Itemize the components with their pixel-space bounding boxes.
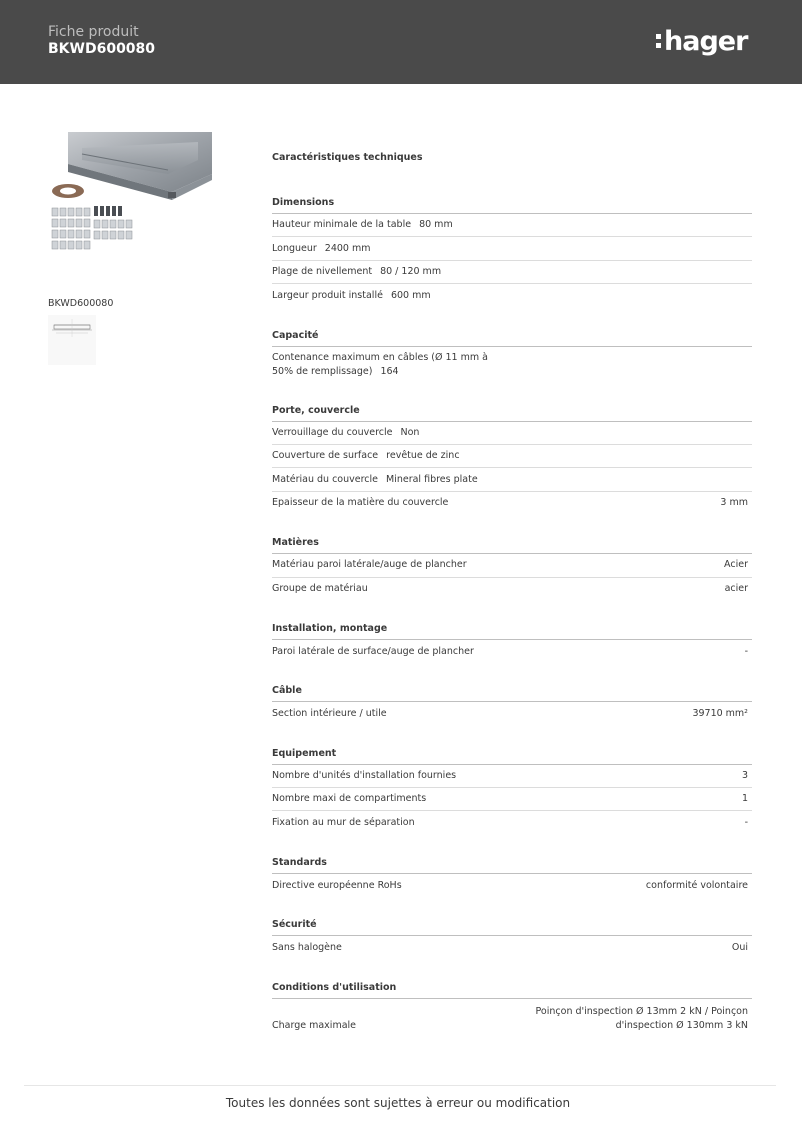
spec-value: Mineral fibres plate [386,473,478,485]
footer-disclaimer: Toutes les données sont sujettes à erreur ou modification [225,1096,571,1110]
logo-wordmark: hager [664,25,748,57]
spec-row [272,936,752,959]
spec-label: Largeur produit installé [272,289,383,301]
hager-logo [656,24,747,58]
spec-row [272,468,752,491]
spec-label: Charge maximale [272,1019,357,1031]
spec-group-cable [272,677,752,725]
group-title: Equipement [272,740,752,765]
technical-specifications [272,152,752,1037]
spec-label: Nombre maxi de compartiments [272,793,427,805]
spec-label: Matériau paroi latérale/auge de plancher [272,559,467,571]
spec-group-conditions [272,974,752,1037]
group-title: Porte, couvercle [272,397,752,422]
spec-value: Oui [731,941,748,953]
spec-value: 600 mm [390,289,431,301]
spec-value: acier [724,583,748,595]
spec-group-safety [272,911,752,959]
spec-value: 1 [741,793,748,805]
spec-group-door-cover [272,397,752,516]
group-title: Installation, montage [272,615,752,640]
spec-label: Couverture de surface [272,450,379,462]
spec-value: Non [400,426,420,438]
document-type: Fiche produit [48,24,139,40]
group-title: Câble [272,677,752,702]
spec-value: Acier [724,559,748,571]
spec-value: 164 [380,365,399,377]
spec-row [272,640,752,663]
footer-divider [24,1085,776,1086]
spec-label: Longueur [272,242,317,254]
spec-label: Fixation au mur de séparation [272,817,415,829]
spec-label: Verrouillage du couvercle [272,426,393,438]
spec-row [272,554,752,577]
spec-row [272,811,752,834]
spec-row [272,284,752,307]
specifications-title: Caractéristiques techniques [272,152,423,163]
spec-label: Matériau du couvercle [272,473,378,485]
spec-value: Poinçon d'inspection Ø 13mm 2 kN / Poinçon d'inspection Ø 130mm 3 kN [535,1005,748,1031]
spec-row [272,788,752,811]
spec-label: Section intérieure / utile [272,707,387,719]
spec-value: conformité volontaire [645,879,748,891]
product-image [48,130,212,260]
spec-value: 3 mm [720,497,748,509]
spec-group-standards [272,849,752,897]
product-reference-label: BKWD600080 [48,298,114,309]
page-header [0,0,802,84]
spec-group-equipment [272,740,752,835]
spec-label: Directive européenne RoHs [272,879,402,891]
spec-row [272,874,752,897]
spec-value: 2400 mm [324,242,371,254]
spec-group-dimensions [272,189,752,308]
spec-row [272,347,752,383]
spec-row [272,237,752,260]
spec-group-installation [272,615,752,663]
spec-row [272,422,752,445]
spec-row [272,999,752,1037]
group-title: Standards [272,849,752,874]
spec-row [272,765,752,788]
spec-row [272,261,752,284]
spec-row [272,445,752,468]
spec-label: Sans halogène [272,941,342,953]
group-title: Conditions d'utilisation [272,974,752,999]
spec-label: Nombre d'unités d'installation fournies [272,769,457,781]
spec-value: - [744,645,748,657]
group-title: Dimensions [272,189,752,214]
spec-group-materials [272,529,752,601]
spec-row [272,578,752,601]
spec-value: - [744,817,748,829]
group-title: Matières [272,529,752,554]
product-reference-title: BKWD600080 [48,41,156,57]
technical-drawing-thumbnail[interactable] [48,315,96,365]
spec-value: revêtue de zinc [386,450,460,462]
spec-value: 3 [741,769,748,781]
spec-value: 80 mm [419,219,453,231]
group-title: Capacité [272,322,752,347]
spec-row [272,492,752,515]
spec-group-capacity [272,322,752,383]
spec-label: Contenance maximum en câbles (Ø 11 mm à 50% de remplissage) [272,351,488,377]
spec-value: 39710 mm² [692,707,748,719]
spec-value: 80 / 120 mm [380,265,442,277]
spec-label: Groupe de matériau [272,583,368,595]
logo-dots-icon [656,34,661,48]
spec-row [272,214,752,237]
spec-row [272,702,752,725]
group-title: Sécurité [272,911,752,936]
spec-label: Hauteur minimale de la table [272,219,412,231]
spec-label: Plage de nivellement [272,265,373,277]
spec-label: Epaisseur de la matière du couvercle [272,497,449,509]
spec-label: Paroi latérale de surface/auge de plancher [272,645,474,657]
